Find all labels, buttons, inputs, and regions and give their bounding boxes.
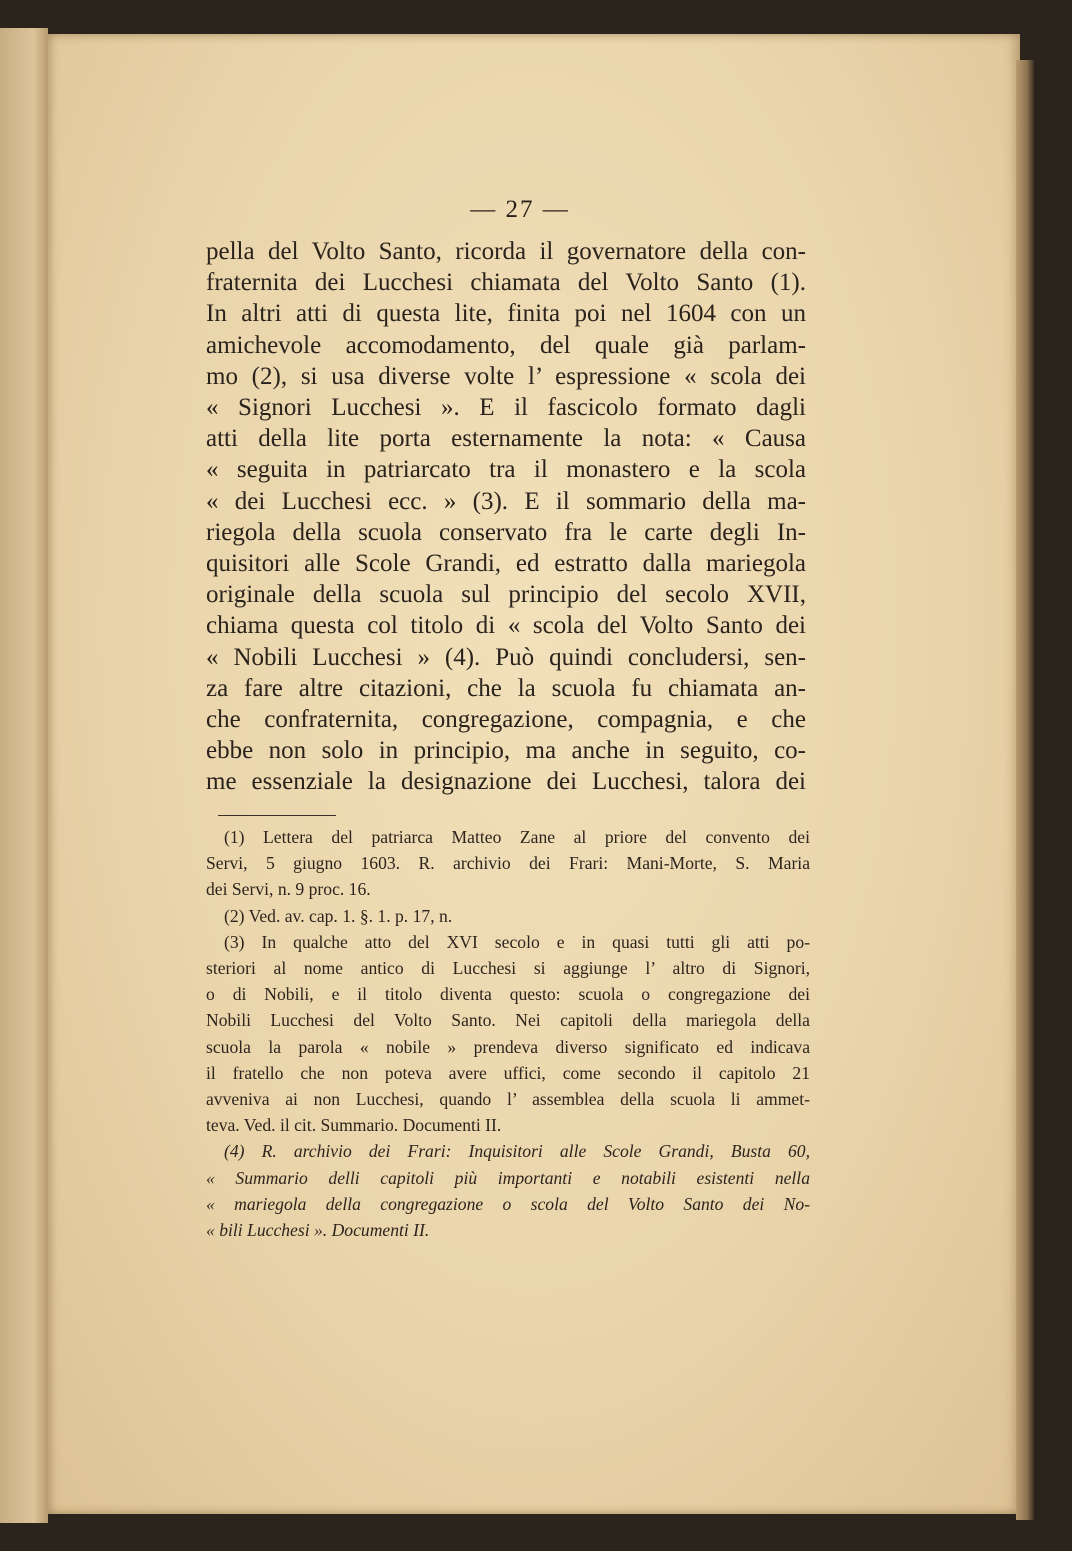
body-line: ebbe non solo in principio, ma anche in seguito, co-	[206, 737, 806, 765]
body-line: riegola della scuola conservato fra le carte degli In-	[206, 518, 806, 546]
body-line: za fare altre citazioni, che la scuola fu chiamata an-	[206, 674, 806, 702]
footnote-line: (3) In qualche atto del XVI secolo e in quasi tutti gli atti po-	[224, 931, 810, 952]
footnote-line: steriori al nome antico di Lucchesi si aggiunge l’ altro di Signori,	[206, 958, 810, 979]
page-number: — 27 —	[470, 196, 570, 223]
body-line: mo (2), si usa diverse volte l’ espressione « scola dei	[206, 362, 806, 390]
body-line: fraternita dei Lucchesi chiamata del Volto Santo (1).	[206, 269, 806, 297]
body-line: « Signori Lucchesi ». E il fascicolo formato dagli	[206, 394, 806, 422]
right-page-edge	[1016, 60, 1034, 1520]
body-line: In altri atti di questa lite, finita poi nel 1604 con un	[206, 300, 806, 328]
body-line: « Nobili Lucchesi » (4). Può quindi concludersi, sen-	[206, 643, 806, 671]
body-line: « seguita in patriarcato tra il monastero e la scola	[206, 456, 806, 484]
body-text	[206, 236, 806, 798]
footnote-line: (4) R. archivio dei Frari: Inquisitori alle Scole Grandi, Busta 60,	[224, 1141, 810, 1162]
footnote-separator	[218, 815, 336, 816]
footnote-line: scuola la parola « nobile » prendeva diverso significato ed indicava	[206, 1036, 810, 1057]
footnote-line: avveniva ai non Lucchesi, quando l’ assemblea della scuola li ammet-	[206, 1089, 810, 1110]
footnote-line: « Summario delli capitoli più importanti e notabili esistenti nella	[206, 1167, 810, 1188]
footnote-line: o di Nobili, e il titolo diventa questo: scuola o congregazione dei	[206, 984, 810, 1005]
footnote-line: (1) Lettera del patriarca Matteo Zane al priore del convento dei	[224, 827, 810, 847]
body-line: pella del Volto Santo, ricorda il governatore della con-	[206, 238, 806, 265]
footnote-line: dei Servi, n. 9 proc. 16.	[206, 879, 371, 900]
body-line: me essenziale la designazione dei Lucchesi, talora dei	[206, 768, 806, 796]
body-line: che confraternita, congregazione, compagnia, e che	[206, 706, 806, 734]
body-line: quisitori alle Scole Grandi, ed estratto dalla mariegola	[206, 550, 806, 578]
footnote-line: Nobili Lucchesi del Volto Santo. Nei capitoli della mariegola della	[206, 1010, 810, 1031]
footnotes	[206, 824, 810, 1243]
footnote-line: « bili Lucchesi ». Documenti II.	[206, 1220, 430, 1241]
footnote-line: « mariegola della congregazione o scola del Volto Santo dei No-	[206, 1193, 810, 1214]
body-line: « dei Lucchesi ecc. » (3). E il sommario della ma-	[206, 487, 806, 515]
left-page-edge	[0, 28, 48, 1523]
body-line: amichevole accomodamento, del quale già parlam-	[206, 331, 806, 359]
footnote-line: (2) Ved. av. cap. 1. §. 1. p. 17, n.	[224, 905, 453, 926]
body-line: originale della scuola sul principio del secolo XVII,	[206, 581, 806, 609]
footnote-line: Servi, 5 giugno 1603. R. archivio dei Frari: Mani-Morte, S. Maria	[206, 853, 810, 874]
footnote-line: il fratello che non poteva avere uffici, come secondo il capitolo 21	[206, 1062, 810, 1083]
body-line: chiama questa col titolo di « scola del Volto Santo dei	[206, 612, 806, 640]
footnote-line: teva. Ved. il cit. Summario. Documenti II.	[206, 1115, 502, 1136]
body-line: atti della lite porta esternamente la nota: « Causa	[206, 425, 806, 453]
